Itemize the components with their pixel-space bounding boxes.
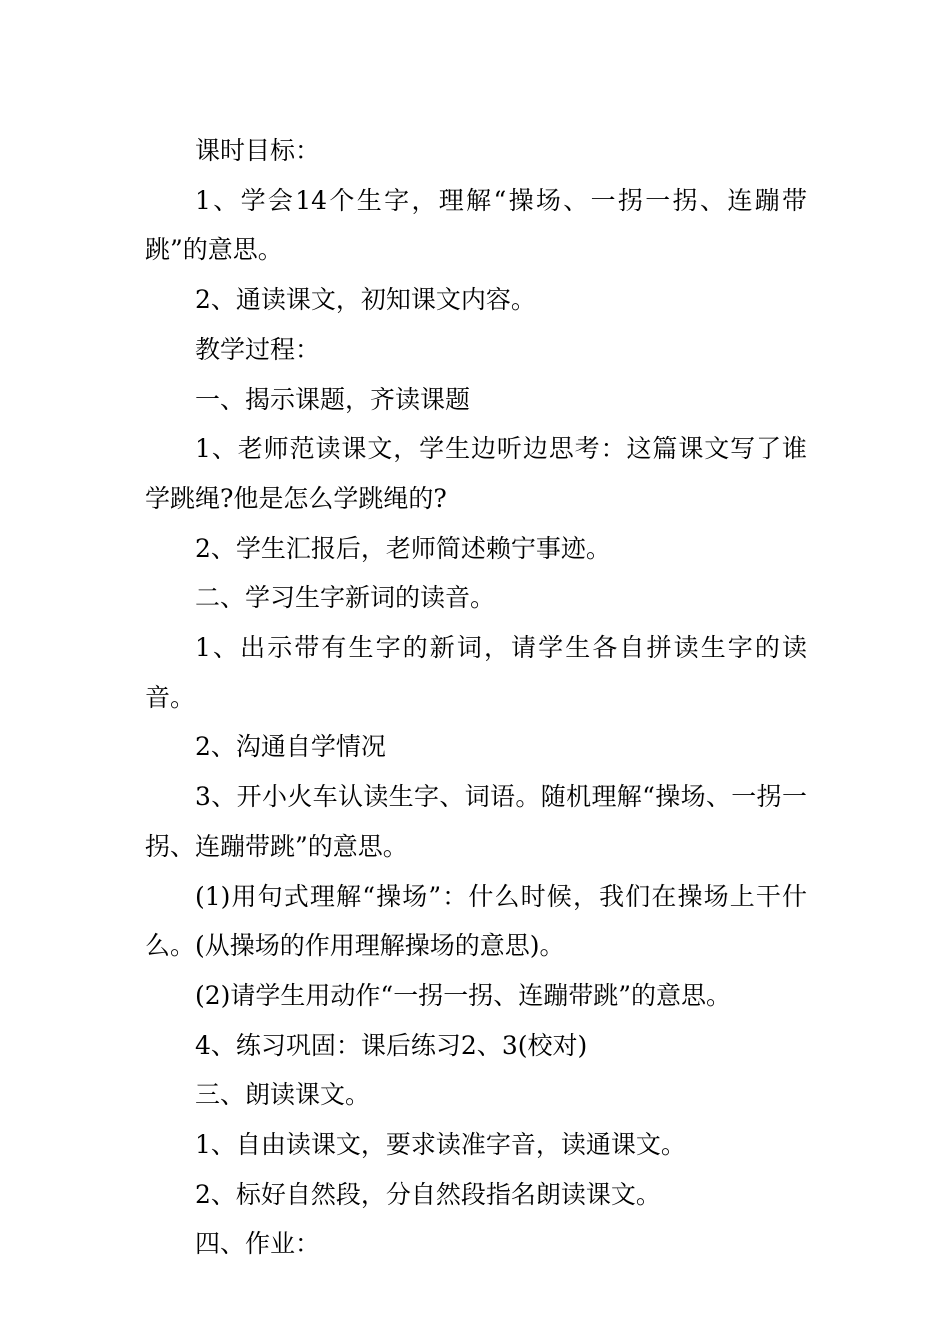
section-heading-2: 二、学习生字新词的读音。 — [195, 583, 496, 613]
paragraph: 2、学生汇报后，老师简述赖宁事迹。 — [195, 533, 611, 563]
section-heading-4: 四、作业： — [195, 1229, 321, 1259]
paragraph: 2、标好自然段，分自然段指名朗读课文。 — [195, 1179, 661, 1209]
paragraph: 1、老师范读课文，学生边听边思考：这篇课文写了谁学跳绳?他是怎么学跳绳的? — [145, 434, 807, 513]
paragraph: 4、练习巩固：课后练习2、3(校对) — [195, 1030, 588, 1060]
paragraph: 3、开小火车认读生字、词语。随机理解“操场、一拐一拐、连蹦带跳”的意思。 — [145, 782, 807, 861]
section-heading-1: 一、揭示课题，齐读课题 — [195, 384, 471, 414]
paragraph: (2)请学生用动作“一拐一拐、连蹦带跳”的意思。 — [195, 980, 731, 1010]
section-heading-3: 三、朗读课文。 — [195, 1080, 371, 1110]
paragraph: (1)用句式理解“操场”：什么时候，我们在操场上干什么。(从操场的作用理解操场的意思)。 — [145, 881, 807, 961]
paragraph: 1、出示带有生字的新词，请学生各自拼读生字的读音。 — [145, 633, 807, 712]
objective-item-2: 2、通读课文，初知课文内容。 — [195, 285, 536, 315]
document-body — [145, 126, 807, 1269]
teaching-process-heading: 教学过程： — [195, 334, 321, 364]
lesson-objectives-heading: 课时目标： — [195, 136, 321, 165]
paragraph: 1、自由读课文，要求读准字音，读通课文。 — [195, 1130, 686, 1160]
paragraph: 2、沟通自学情况 — [195, 732, 386, 762]
objective-item-1: 1、学会14个生字，理解“操场、一拐一拐、连蹦带跳”的意思。 — [145, 185, 807, 265]
